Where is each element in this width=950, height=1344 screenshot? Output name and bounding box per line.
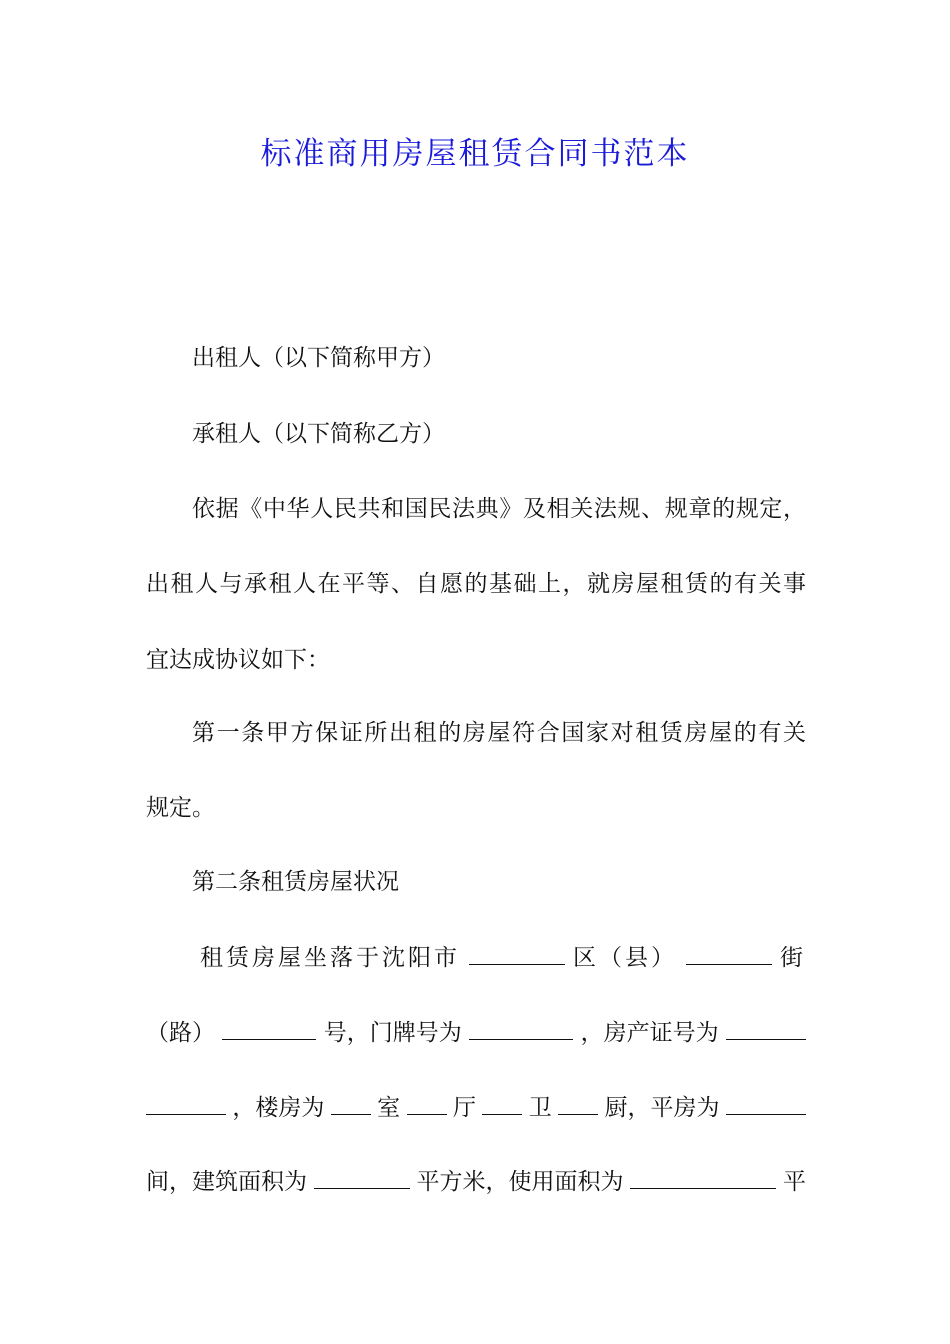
- lessor-line: 出租人（以下简称甲方）: [192, 345, 445, 371]
- intro-line-3: 宜达成协议如下：: [146, 647, 330, 673]
- location-line-3: [146, 1092, 806, 1123]
- door-number-blank: [469, 1017, 573, 1040]
- intro-line-1: 依据《中华人民共和国民法典》及相关法规、规章的规定，: [192, 496, 806, 522]
- location-text-room: 室: [377, 1095, 401, 1121]
- location-text-bath: 卫: [528, 1095, 552, 1121]
- location-text-road: （路）: [146, 1020, 215, 1046]
- article-1-line-1: 第一条甲方保证所出租的房屋符合国家对租赁房屋的有关: [192, 720, 806, 746]
- location-text-building: ，楼房为: [232, 1095, 325, 1121]
- location-text-cert: ，房产证号为: [580, 1020, 719, 1046]
- document-title: 标准商用房屋租赁合同书范本: [260, 136, 690, 172]
- article-2-heading: 第二条租赁房屋状况: [192, 869, 399, 895]
- usable-area-blank: [630, 1166, 776, 1189]
- lessee-line: 承租人（以下简称乙方）: [192, 421, 445, 447]
- location-line-4: [146, 1166, 806, 1197]
- location-text-street: 街: [780, 945, 806, 971]
- room-blank: [331, 1092, 371, 1115]
- intro-line-2: 出租人与承租人在平等、自愿的基础上，就房屋租赁的有关事: [146, 571, 806, 597]
- location-text-sq: 平: [783, 1169, 806, 1195]
- location-text-usable: 平方米，使用面积为: [416, 1169, 624, 1195]
- bath-blank: [482, 1092, 522, 1115]
- location-text-area: 间，建筑面积为: [146, 1169, 307, 1195]
- cert-number-blank-cont: [146, 1092, 226, 1115]
- kitchen-blank: [558, 1092, 598, 1115]
- cert-number-blank: [726, 1017, 806, 1040]
- building-area-blank: [314, 1166, 410, 1189]
- hall-blank: [407, 1092, 447, 1115]
- location-text-hall: 厅: [452, 1095, 476, 1121]
- location-line-1: [200, 942, 806, 973]
- bungalow-blank: [726, 1092, 806, 1115]
- location-text-district: 区（县）: [573, 945, 677, 971]
- location-line-2: [146, 1017, 806, 1048]
- location-text-bungalow: 厨，平房为: [604, 1095, 720, 1121]
- location-text-door: 号，门牌号为: [323, 1020, 462, 1046]
- district-blank: [469, 942, 565, 965]
- article-1-line-2: 规定。: [146, 795, 215, 821]
- street-blank: [686, 942, 772, 965]
- location-text-city: 租赁房屋坐落于沈阳市: [200, 945, 460, 971]
- number-blank: [222, 1017, 316, 1040]
